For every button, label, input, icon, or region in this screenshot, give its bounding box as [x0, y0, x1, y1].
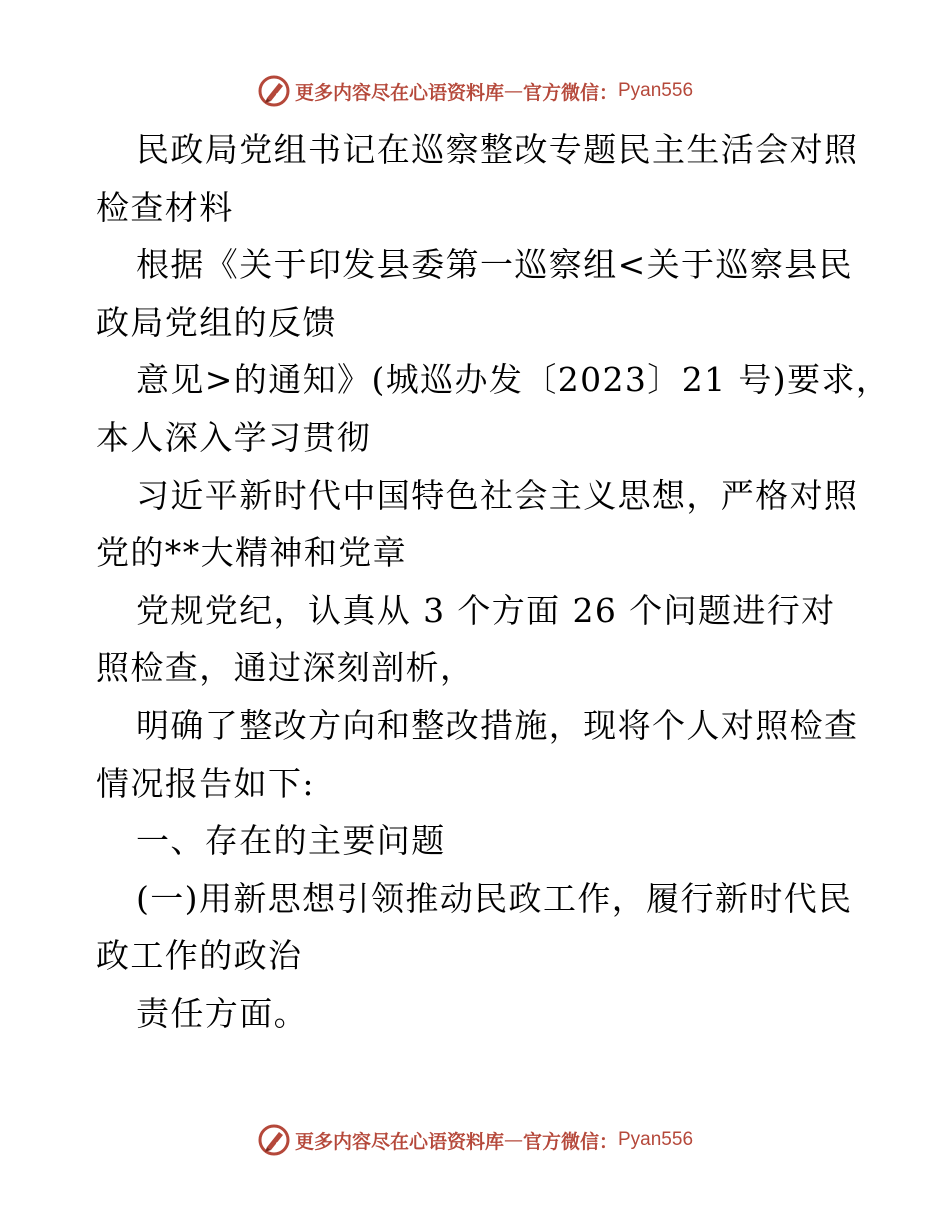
pen-logo-icon	[257, 1123, 291, 1157]
text-line: 根据《关于印发县委第一巡察组<关于巡察县民	[136, 245, 854, 285]
watermark-site-text: 更多内容尽在心语资料库	[294, 1130, 504, 1153]
text-line: 民政局党组书记在巡察整改专题民主生活会对照	[136, 130, 859, 169]
watermark-contact-id: Pyan556	[618, 1129, 694, 1150]
text-line: 明确了整改方向和整改措施，现将个人对照检查	[136, 705, 859, 745]
watermark-separator: —	[503, 1129, 523, 1151]
text-line: 检查材料	[96, 187, 234, 227]
text-line: 责任方面。	[136, 993, 308, 1033]
watermark-contact-label: 官方微信：	[522, 81, 618, 104]
text-line: 本人深入学习贯彻	[96, 417, 372, 457]
text-line: 照检查，通过深刻剖析，	[96, 648, 475, 688]
watermark-contact-label: 官方微信：	[522, 1130, 618, 1153]
text-line: 情况报告如下:	[96, 763, 315, 803]
text-line: (一)用新思想引领推动民政工作，履行新时代民	[136, 878, 853, 918]
footer-watermark	[0, 1120, 950, 1160]
text-line: 党的**大精神和党章	[96, 533, 407, 573]
text-line: 习近平新时代中国特色社会主义思想，严格对照	[136, 475, 859, 515]
watermark-contact-id: Pyan556	[618, 80, 694, 101]
text-line: 政局党组的反馈	[96, 302, 337, 342]
watermark-separator: —	[503, 80, 523, 102]
pen-logo-icon	[257, 74, 291, 108]
watermark-site-text: 更多内容尽在心语资料库	[294, 81, 504, 104]
header-watermark	[0, 71, 950, 111]
text-line: 一、存在的主要问题	[136, 821, 446, 861]
text-line: 政工作的政治	[96, 936, 303, 976]
text-line: 党规党纪，认真从 3 个方面 26 个问题进行对	[136, 590, 836, 630]
document-body	[96, 121, 891, 1043]
text-line: 意见>的通知》(城巡办发〔2023〕21 号)要求，	[136, 360, 891, 400]
